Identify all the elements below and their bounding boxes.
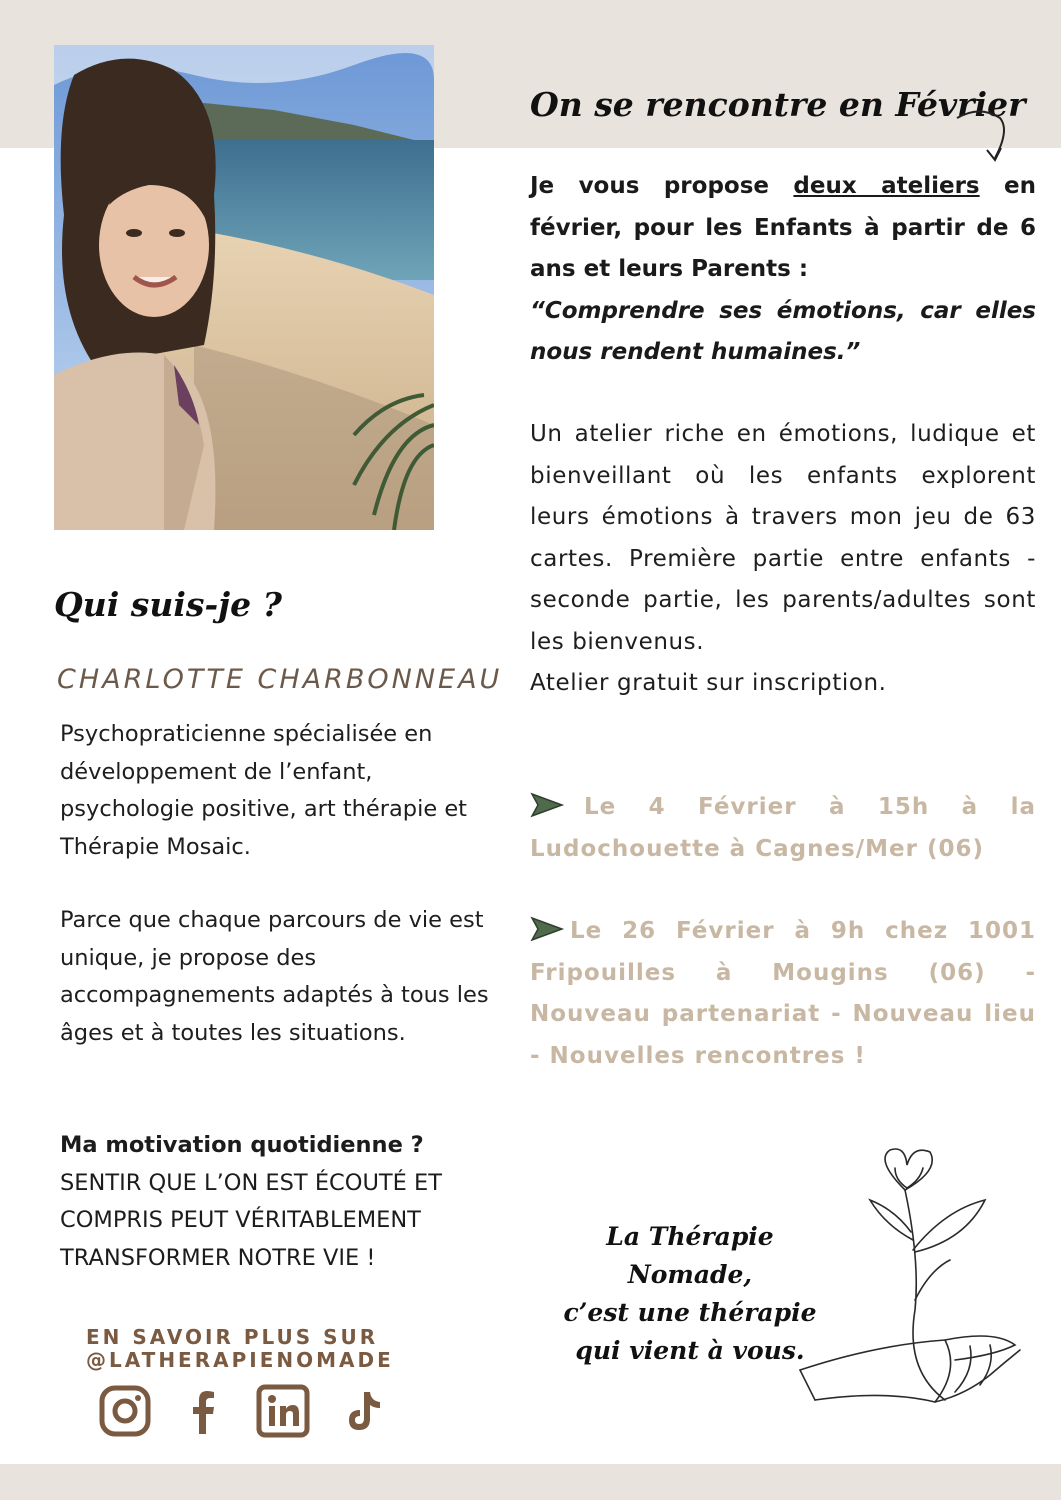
profile-photo: [54, 45, 434, 530]
bottom-band: [0, 1464, 1061, 1500]
hand-flower-illustration: [795, 1140, 1045, 1440]
motivation-question: Ma motivation quotidienne ?: [60, 1132, 424, 1158]
workshop-free-text: Atelier gratuit sur inscription.: [530, 670, 887, 696]
about-title: Qui suis-je ?: [54, 585, 282, 624]
slogan-line-1: La Thérapie Nomade,: [606, 1222, 774, 1289]
workshop-description: [530, 414, 1036, 705]
bio-paragraph-2: [60, 902, 500, 1052]
facebook-icon[interactable]: [176, 1384, 230, 1438]
arrow-bullet-icon: [530, 792, 566, 818]
social-cta: [86, 1326, 394, 1372]
motivation-block: [60, 1127, 510, 1277]
linkedin-icon[interactable]: [256, 1384, 310, 1438]
slogan-line-2: c’est une thérapie: [563, 1298, 817, 1327]
event-1: [530, 787, 1036, 870]
intro-underlined: deux ateliers: [793, 173, 980, 199]
february-title: On se rencontre en Février: [530, 85, 1026, 124]
bio-paragraph-1: [60, 716, 500, 866]
intro-text-b: en février, pour les Enfants à partir de 6 ans et leurs Parents :: [530, 173, 1037, 282]
tiktok-icon[interactable]: [336, 1384, 390, 1438]
therapist-name: CHARLOTTE CHARBONNEAU: [57, 664, 503, 695]
workshop-quote: “Comprendre ses émotions, car elles nous rendent humaines.”: [530, 297, 1036, 365]
bio-text-1: Psychopraticienne spécialisée en développement de l’enfant, psychologie positive, art thérapie et Thérapie Mosaic.: [60, 721, 467, 860]
curved-arrow-icon: [955, 100, 1015, 170]
social-handle[interactable]: @LATHERAPIENOMADE: [86, 1348, 394, 1372]
intro-text-a: Je vous propose: [530, 173, 794, 199]
arrow-bullet-icon: [530, 916, 566, 942]
social-links: [98, 1384, 388, 1436]
motivation-answer: SENTIR QUE L’ON EST ÉCOUTÉ ET COMPRIS PEUT VÉRITABLEMENT TRANSFORMER NOTRE VIE !: [60, 1169, 442, 1271]
event-2: [530, 911, 1036, 1077]
event-1-text: Le 4 Février à 15h à la Ludochouette à Cagnes/Mer (06): [530, 794, 1036, 862]
instagram-icon[interactable]: [98, 1384, 152, 1438]
slogan-line-3: qui vient à vous.: [575, 1336, 805, 1365]
workshop-desc-text: Un atelier riche en émotions, ludique et bienveillant où les enfants explorent leurs émotions à travers mon jeu de 63 cartes. Première partie entre enfants - seconde partie, les parents/adultes sont les bienvenus.: [530, 421, 1036, 655]
event-2-text: Le 26 Février à 9h chez 1001 Fripouilles à Mougins (06) - Nouveau partenariat - Nouveau lieu - Nouvelles rencontres !: [530, 918, 1036, 1069]
intro-paragraph: [530, 166, 1036, 374]
bio-text-2: Parce que chaque parcours de vie est unique, je propose des accompagnements adaptés à tous les âges et à toutes les situations.: [60, 907, 489, 1046]
social-cta-line1: EN SAVOIR PLUS SUR: [86, 1325, 379, 1349]
